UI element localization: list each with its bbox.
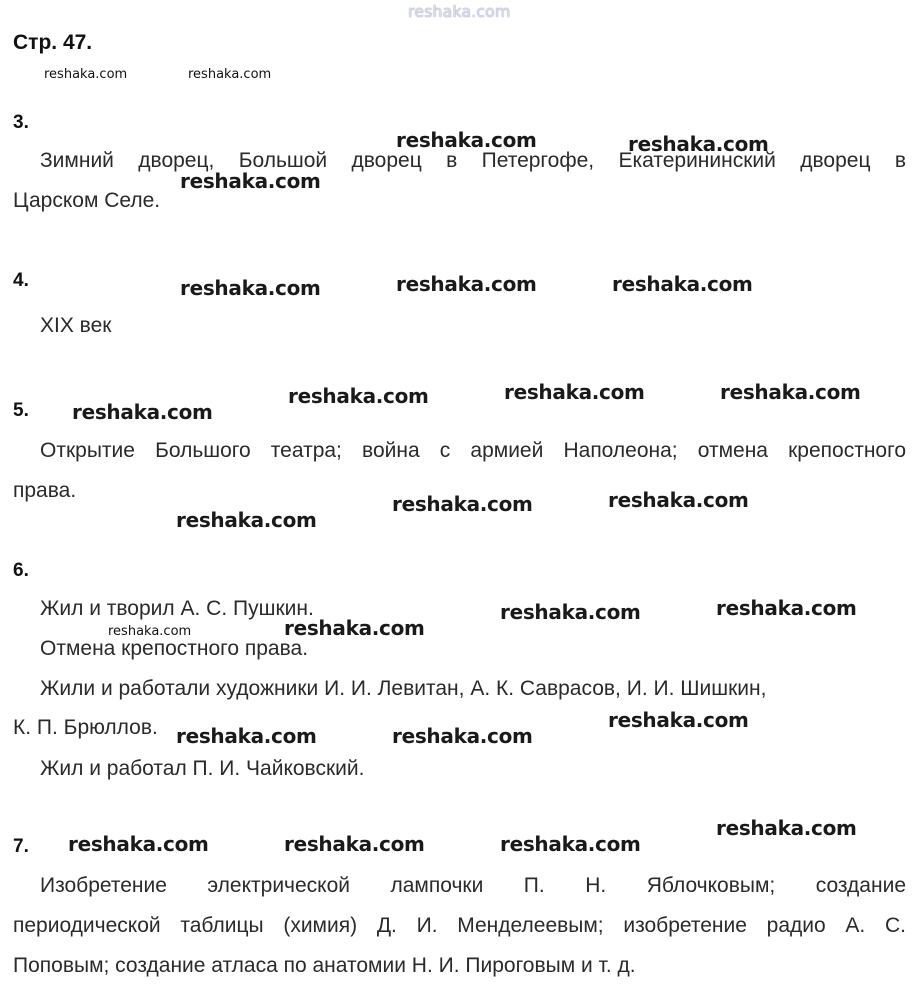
task-text-line: Жили и работали художники И. И. Левитан, А. К. Саврасов, И. И. Шишкин, [40,677,767,700]
watermark: reshaka.com [608,488,749,512]
task-text-line: К. П. Брюллов. [13,716,158,739]
watermark: reshaka.com [188,67,272,82]
task-text-line: права. [13,479,77,502]
watermark: reshaka.com [68,832,209,856]
task-text-line: Царском Селе. [13,189,161,212]
task-text-line: Открытие Большого театра; война с армией Наполеона; отмена крепостного [40,439,906,462]
watermark: reshaka.com [284,616,425,640]
task-number: 6. [13,560,29,581]
watermark: reshaka.com [612,272,753,296]
watermark: reshaka.com [716,596,857,620]
task-number: 4. [13,270,29,291]
task-number: 3. [13,112,29,133]
watermark: reshaka.com [180,276,321,300]
watermark: reshaka.com [720,380,861,404]
task-text-line: периодической таблицы (химия) Д. И. Менделеевым; изобретение радио А. С. [13,914,906,937]
watermark: reshaka.com [72,400,213,424]
task-text-line: Отмена крепостного права. [40,637,309,660]
task-text-line: Жил и творил А. С. Пушкин. [40,597,314,620]
watermark: reshaka.com [44,67,128,82]
watermark: reshaka.com [396,272,537,296]
watermark: reshaka.com [500,600,641,624]
watermark: reshaka.com [608,708,749,732]
watermark: reshaka.com [108,624,192,639]
task-text-line: Поповым; создание атласа по анатомии Н. И. Пироговым и т. д. [13,954,636,977]
watermark: reshaka.com [500,832,641,856]
watermark: reshaka.com [284,832,425,856]
watermark: reshaka.com [392,724,533,748]
watermark: reshaka.com [396,128,537,152]
watermark: reshaka.com [180,169,321,193]
watermark: reshaka.com [288,384,429,408]
task-text-line: XIX век [40,314,112,337]
task-text-line: Изобретение электрической лампочки П. Н. Яблочковым; создание [40,874,906,897]
task-text-line: Зимний дворец, Большой дворец в Петергофе, Екатерининский дворец в [40,149,906,172]
task-number: 7. [13,836,29,857]
task-number: 5. [13,400,29,421]
watermark: reshaka.com [176,724,317,748]
watermark: reshaka.com [504,380,645,404]
task-text-line: Жил и работал П. И. Чайковский. [40,757,365,780]
watermark: reshaka.com [392,492,533,516]
watermark: reshaka.com [716,816,857,840]
top-watermark: reshaka.com [408,2,511,21]
watermark: reshaka.com [176,508,317,532]
watermark: reshaka.com [628,132,769,156]
page-title: Стр. 47. [13,31,93,54]
